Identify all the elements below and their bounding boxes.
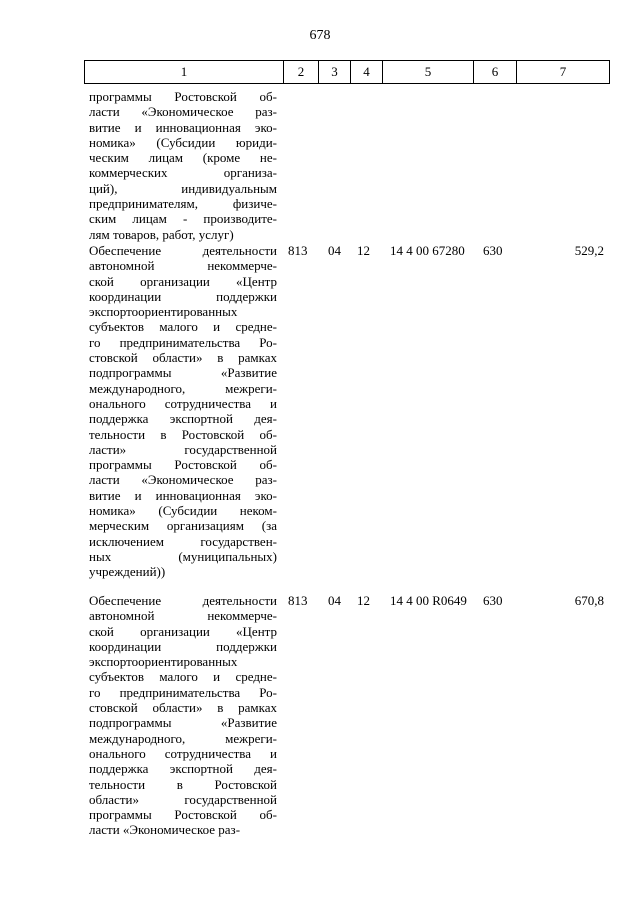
cell-c5: 14 4 00 R0649 bbox=[390, 593, 467, 608]
description-line: международного, межреги- bbox=[89, 730, 277, 746]
row-description bbox=[89, 243, 277, 580]
description-line: витие и инновационная эко- bbox=[89, 487, 277, 503]
description-line: учреждений)) bbox=[89, 564, 166, 580]
description-line: поддержка экспортной дея- bbox=[89, 761, 277, 777]
table-header bbox=[84, 60, 610, 84]
description-line: автономной некоммерче- bbox=[89, 608, 277, 624]
description-line: ским лицам - производите- bbox=[89, 211, 277, 227]
description-line: ласти «Экономическое раз- bbox=[89, 472, 277, 488]
description-line: онального сотрудничества и bbox=[89, 395, 277, 411]
cell-c2: 813 bbox=[288, 593, 308, 608]
header-col-5: 5 bbox=[383, 61, 474, 84]
description-line: стовской области» в рамках bbox=[89, 700, 277, 716]
cell-c6: 630 bbox=[483, 243, 503, 258]
description-line: лям товаров, работ, услуг) bbox=[89, 226, 234, 242]
description-line: области» государственной bbox=[89, 791, 277, 807]
description-line: программы Ростовской об- bbox=[89, 89, 277, 104]
description-line: тельности в Ростовской bbox=[89, 776, 277, 792]
description-line: программы Ростовской об- bbox=[89, 457, 277, 473]
description-line: субъектов малого и средне- bbox=[89, 319, 277, 335]
cell-c3: 04 bbox=[328, 243, 341, 258]
description-line: Обеспечение деятельности bbox=[89, 593, 277, 608]
description-line: исключением государствен- bbox=[89, 533, 277, 549]
cell-c4: 12 bbox=[357, 593, 370, 608]
header-col-1: 1 bbox=[85, 61, 284, 84]
header-col-2: 2 bbox=[284, 61, 319, 84]
description-line: витие и инновационная эко- bbox=[89, 119, 277, 135]
description-line: субъектов малого и средне- bbox=[89, 669, 277, 685]
description-line: экспортоориентированных bbox=[89, 304, 238, 320]
row-description bbox=[89, 89, 277, 242]
description-line: подпрограммы «Развитие bbox=[89, 365, 277, 381]
description-line: ской организации «Центр bbox=[89, 623, 277, 639]
description-line: стовской области» в рамках bbox=[89, 350, 277, 366]
description-line: го предпринимательства Ро- bbox=[89, 334, 277, 350]
cell-c3: 04 bbox=[328, 593, 341, 608]
description-line: предпринимателям, физиче- bbox=[89, 196, 277, 212]
header-col-3: 3 bbox=[319, 61, 351, 84]
description-line: координации поддержки bbox=[89, 638, 277, 654]
page-number: 678 bbox=[309, 28, 331, 43]
description-line: ласти «Экономическое раз- bbox=[89, 822, 241, 838]
description-line: ций), индивидуальным bbox=[89, 180, 277, 196]
cell-c7: 670,8 bbox=[574, 593, 604, 608]
description-line: поддержка экспортной дея- bbox=[89, 411, 277, 427]
header-col-7: 7 bbox=[517, 61, 610, 84]
description-line: ласти» государственной bbox=[89, 441, 277, 457]
header-col-6: 6 bbox=[474, 61, 517, 84]
description-line: номика» (Субсидии неком- bbox=[89, 503, 277, 519]
description-line: координации поддержки bbox=[89, 288, 277, 304]
row-description bbox=[89, 593, 277, 838]
description-line: мерческим организациям (за bbox=[89, 518, 277, 534]
cell-c7: 529,2 bbox=[574, 243, 604, 258]
description-line: тельности в Ростовской об- bbox=[89, 426, 277, 442]
description-line: номика» (Субсидии юриди- bbox=[89, 134, 277, 150]
description-line: коммерческих организа- bbox=[89, 165, 277, 181]
description-line: онального сотрудничества и bbox=[89, 745, 277, 761]
description-line: го предпринимательства Ро- bbox=[89, 684, 277, 700]
cell-c2: 813 bbox=[288, 243, 308, 258]
description-line: автономной некоммерче- bbox=[89, 258, 277, 274]
description-line: подпрограммы «Развитие bbox=[89, 715, 277, 731]
description-line: ных (муниципальных) bbox=[89, 548, 277, 564]
description-line: ласти «Экономическое раз- bbox=[89, 104, 277, 120]
description-line: ческим лицам (кроме не- bbox=[89, 150, 277, 166]
description-line: программы Ростовской об- bbox=[89, 807, 277, 823]
description-line: Обеспечение деятельности bbox=[89, 243, 277, 258]
cell-c5: 14 4 00 67280 bbox=[390, 243, 465, 258]
description-line: ской организации «Центр bbox=[89, 273, 277, 289]
description-line: международного, межреги- bbox=[89, 380, 277, 396]
header-col-4: 4 bbox=[351, 61, 383, 84]
description-line: экспортоориентированных bbox=[89, 654, 238, 670]
cell-c4: 12 bbox=[357, 243, 370, 258]
cell-c6: 630 bbox=[483, 593, 503, 608]
